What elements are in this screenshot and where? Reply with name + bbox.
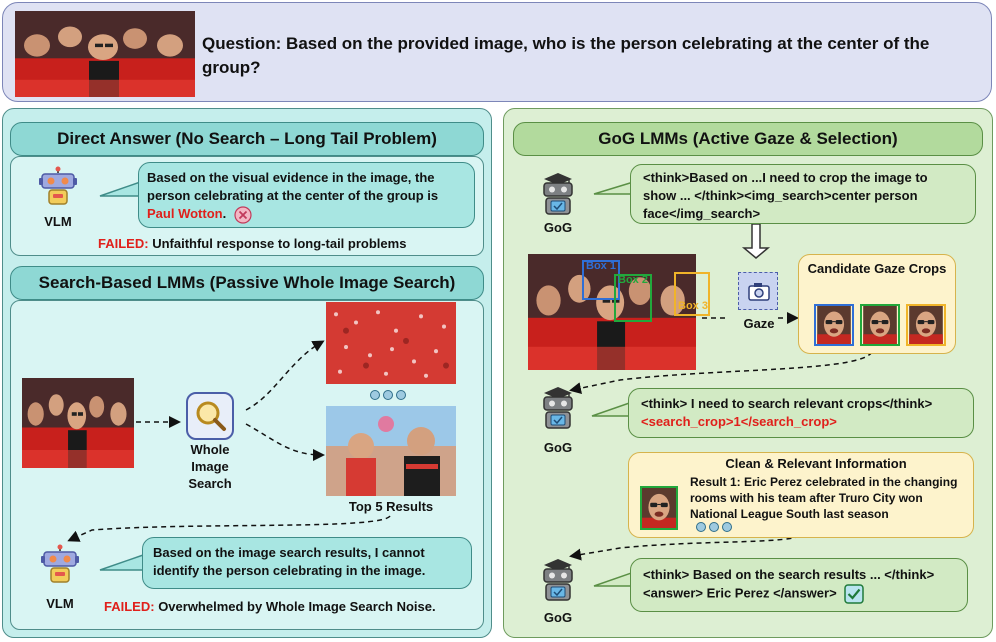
gog-step1-bubble: <think>Based on ...I need to crop the image to show ... </think><img_search>center person face</img_search> xyxy=(630,164,976,224)
gog-agent-icon xyxy=(538,558,578,602)
gog-step3-bubble xyxy=(630,558,968,612)
crop-3 xyxy=(906,304,946,346)
vlm-label-2: VLM xyxy=(46,596,74,611)
direct-answer-title: Direct Answer (No Search – Long Tail Problem) xyxy=(10,122,484,156)
annotated-image xyxy=(528,254,708,370)
check-icon xyxy=(844,584,864,604)
gog-agent-icon xyxy=(538,386,578,430)
gog-step2-bubble xyxy=(628,388,974,438)
direct-answer-suffix: . xyxy=(222,206,227,221)
step3-answer-text: <think> Based on the search results ... </think><answer> Eric Perez </answer> xyxy=(643,567,935,601)
box-1-label: Box 1 xyxy=(586,260,616,272)
clean-info-title: Clean & Relevant Information xyxy=(725,456,907,471)
crop-2 xyxy=(860,304,900,346)
direct-answer-text: Based on the visual evidence in the image, the person celebrating at the center of the group is xyxy=(147,170,439,203)
question-text: Question: Based on the provided image, who is the person celebrating at the center of the group? xyxy=(202,34,930,77)
vlm-label: VLM xyxy=(44,214,72,229)
gog-label: GoG xyxy=(543,220,573,235)
gaze-button[interactable] xyxy=(738,272,778,310)
box-3 xyxy=(674,272,710,316)
direct-failed-reason: Unfaithful response to long-tail problems xyxy=(152,236,407,251)
camera-icon xyxy=(739,273,777,309)
failed-label-2: FAILED: xyxy=(104,599,155,614)
failed-label: FAILED: xyxy=(98,236,149,251)
gog-title: GoG LMMs (Active Gaze & Selection) xyxy=(513,122,983,156)
gaze-label: Gaze xyxy=(743,316,775,331)
more-info-dots xyxy=(696,522,732,532)
step2-think-text: <think> I need to search relevant crops</think> xyxy=(641,396,933,411)
gog-label-2: GoG xyxy=(543,440,573,455)
gog-label-3: GoG xyxy=(543,610,573,625)
crop-1 xyxy=(814,304,854,346)
wrong-answer-name: Paul Wotton xyxy=(147,206,223,221)
candidate-crops-title: Candidate Gaze Crops xyxy=(807,261,947,276)
box-3-label: Box 3 xyxy=(678,300,708,312)
box-2-label: Box 2 xyxy=(618,274,648,286)
search-response-bubble: Based on the image search results, I cannot identify the person celebrating in the image. xyxy=(142,537,472,589)
top-results-label: Top 5 Results xyxy=(348,499,434,514)
search-failed-reason: Overwhelmed by Whole Image Search Noise. xyxy=(158,599,436,614)
whole-image-search-label: Whole Image Search xyxy=(188,442,232,491)
search-based-title: Search-Based LMMs (Passive Whole Image Search) xyxy=(10,266,484,300)
search-crop-tag: <search_crop>1</search_crop> xyxy=(641,414,837,429)
clean-info-result: Result 1: Eric Perez celebrated in the changing rooms with his team after Truro City won National League South last season xyxy=(690,475,958,521)
gog-agent-icon xyxy=(538,172,578,216)
box-2 xyxy=(614,274,652,322)
result-face xyxy=(640,486,678,530)
